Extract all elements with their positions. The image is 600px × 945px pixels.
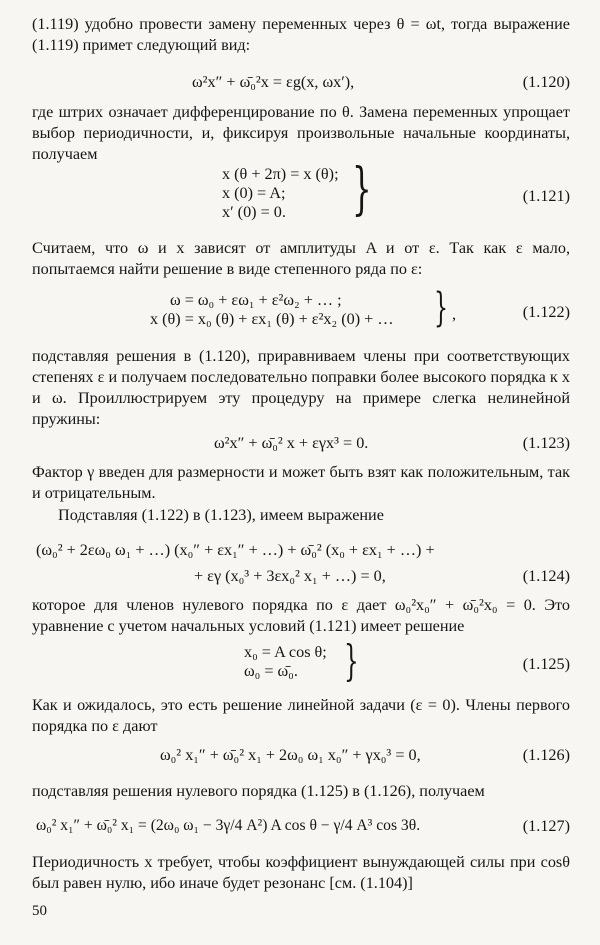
equation-body: ω²x″ + ω̄₀²x = εg(x, ωx′), [192, 73, 355, 91]
equation-number: (1.120) [522, 73, 570, 91]
equation-system [222, 164, 339, 221]
right-brace-icon: } [344, 636, 359, 685]
equation-body: ω²x″ + ω̄₀² x + εγx³ = 0. [214, 434, 369, 452]
equation-1-121 [0, 157, 600, 226]
system-row: x (0) = A; [222, 184, 286, 202]
system-row: x₀ = A cos θ; [244, 643, 327, 661]
equation-number: (1.126) [522, 746, 570, 764]
paragraph-5: Фактор γ введен для размерности и может быть взят как положительным, так и отрицательным. [32, 463, 570, 502]
equation-line-2: + εγ (x₀³ + 3εx₀² x₁ + …) = 0, [194, 567, 386, 585]
paragraph-7: которое для членов нулевого порядка по ε дает ω₀²x₀″ + ω̄₀²x₀ = 0. Это уравнение с учетом начальных условий (1.121) имеет решение [32, 596, 570, 635]
system-row: ω = ω₀ + εω₁ + ε²ω₂ + … ; [170, 291, 342, 309]
right-brace-icon: } [434, 285, 448, 331]
equation-system [244, 642, 327, 680]
equation-body: ω₀² x₁″ + ω̄₀² x₁ = (2ω₀ ω₁ − 3γ/4 A²) A cos θ − γ/4 A³ cos 3θ. [36, 817, 421, 834]
equation-1-122 [0, 285, 600, 334]
page-number: 50 [32, 903, 47, 919]
paragraph-4: подставляя решения в (1.120), приравниваем члены при соответствующих степенях ε и получаем последовательно поправки более высокого порядка к x и ω. Проиллюстрируем эту процедуру на примере слегка нелинейной пружины: [32, 347, 570, 428]
comma-mark: , [452, 305, 457, 323]
paragraph-1: (1.119) удобно провести замену переменных через θ = ωt, тогда выражение (1.119) примет следующий вид: [32, 15, 570, 54]
paragraph-10: Периодичность x требует, чтобы коэффициент вынуждающей силы при cosθ был равен нулю, ибо иначе будет резонанс [см. (1.104)] [32, 853, 570, 892]
system-row: x′ (0) = 0. [222, 203, 286, 221]
equation-line-1: (ω₀² + 2εω₀ ω₁ + …) (x₀″ + εx₁″ + …) + ω̄₀² (x₀ + εx₁ + …) + [36, 541, 435, 559]
paragraph-3: Считаем, что ω и x зависят от амплитуды A и от ε. Так как ε мало, попытаемся найти решение в виде степенного ряда по ε: [32, 239, 570, 278]
equation-number: (1.123) [522, 434, 570, 452]
equation-number: (1.124) [522, 567, 570, 585]
paragraph-2: где штрих означает дифференцирование по θ. Замена переменных упрощает выбор периодичности, и, фиксируя произвольные начальные координаты, получаем [32, 103, 570, 163]
equation-number: (1.122) [522, 303, 570, 321]
equation-number: (1.125) [522, 655, 570, 673]
paragraph-8: Как и ожидалось, это есть решение линейной задачи (ε = 0). Члены первого порядка по ε дают [32, 696, 570, 735]
equation-number: (1.127) [522, 817, 570, 835]
right-brace-icon: } [352, 157, 372, 222]
equation-system [150, 290, 394, 328]
system-row: x (θ) = x₀ (θ) + εx₁ (θ) + ε²x₂ (0) + … [150, 310, 394, 328]
equation-1-125 [0, 636, 600, 685]
paragraph-9: подставляя решения нулевого порядка (1.125) в (1.126), получаем [32, 782, 485, 800]
equation-number: (1.121) [522, 187, 570, 205]
paragraph-6: Подставляя (1.122) в (1.123), имеем выражение [58, 506, 384, 524]
equation-1-124 [0, 540, 600, 586]
system-row: x (θ + 2π) = x (θ); [222, 165, 339, 183]
equation-body: ω₀² x₁″ + ω̄₀² x₁ + 2ω₀ ω₁ x₀″ + γx₀³ = 0, [160, 746, 421, 764]
system-row: ω₀ = ω̄₀. [244, 662, 298, 680]
